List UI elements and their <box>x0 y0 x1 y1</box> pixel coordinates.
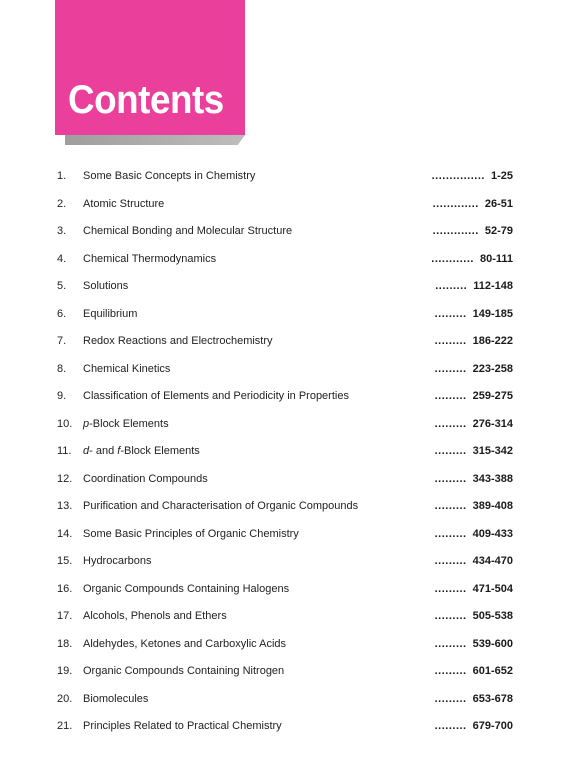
title-banner-shadow <box>65 135 245 145</box>
chapter-number: 1. <box>57 170 67 182</box>
chapter-title: Alcohols, Phenols and Ethers <box>83 610 227 622</box>
chapter-title: Redox Reactions and Electrochemistry <box>83 335 273 347</box>
page-range <box>431 253 513 265</box>
chapter-number: 12. <box>57 472 73 485</box>
page-range <box>435 665 513 677</box>
toc-entry[interactable] <box>0 439 569 467</box>
toc-entry[interactable] <box>0 219 569 247</box>
page-range <box>435 583 513 595</box>
chapter-title: Some Basic Concepts in Chemistry <box>83 170 256 182</box>
chapter-number: 5. <box>57 280 67 292</box>
page-range-value: 112-148 <box>473 280 513 292</box>
chapter-number: 14. <box>57 527 73 540</box>
chapter-number: 11. <box>57 445 72 457</box>
chapter-title-italic-2: f <box>117 445 121 457</box>
chapter-title: Classification of Elements and Periodicity in Properties <box>83 390 349 402</box>
leader-dots: ......... <box>434 692 467 705</box>
chapter-number: 17. <box>57 610 73 622</box>
page-range <box>435 610 513 622</box>
toc-entry[interactable] <box>0 412 569 440</box>
leader-dots: ......... <box>434 307 467 320</box>
chapter-number: 2. <box>57 197 67 210</box>
chapter-number: 19. <box>57 665 73 677</box>
page-range-value: 434-470 <box>472 555 513 567</box>
toc-entry[interactable] <box>0 632 569 660</box>
page-range-value: 1-25 <box>490 170 513 182</box>
toc-entry[interactable] <box>0 274 569 302</box>
leader-dots: ............. <box>432 197 479 210</box>
chapter-number: 9. <box>57 390 67 402</box>
chapter-title <box>83 445 200 457</box>
chapter-number: 16. <box>57 582 73 595</box>
chapter-title: Some Basic Principles of Organic Chemistry <box>83 527 299 540</box>
leader-dots: ......... <box>434 417 467 430</box>
toc-entry[interactable] <box>0 522 569 550</box>
page-range <box>435 308 513 320</box>
leader-dots: ......... <box>435 280 468 292</box>
leader-dots: ......... <box>434 335 467 347</box>
page-range <box>435 638 513 650</box>
chapter-title <box>83 418 169 430</box>
toc-entry[interactable] <box>0 302 569 330</box>
chapter-title-rest: -Block Elements <box>89 417 169 430</box>
toc-entry[interactable] <box>0 192 569 220</box>
toc-entry[interactable] <box>0 577 569 605</box>
page-range-value: 223-258 <box>472 362 513 375</box>
chapter-title-rest: -Block Elements <box>120 445 200 457</box>
table-of-contents <box>0 164 569 742</box>
toc-entry[interactable] <box>0 247 569 275</box>
page-range <box>435 693 513 705</box>
chapter-title: Coordination Compounds <box>83 472 208 485</box>
page-range-value: 539-600 <box>472 637 513 650</box>
leader-dots: ......... <box>434 637 467 650</box>
chapter-number: 20. <box>57 692 73 705</box>
chapter-number: 7. <box>57 335 67 347</box>
chapter-title: Solutions <box>83 280 129 292</box>
page-range-value: 409-433 <box>472 527 513 540</box>
chapter-title: Atomic Structure <box>83 197 165 210</box>
page-range-value: 505-538 <box>472 610 513 622</box>
toc-entry[interactable] <box>0 549 569 577</box>
page-range <box>435 363 513 375</box>
leader-dots: ......... <box>434 500 467 512</box>
leader-dots: ......... <box>434 362 467 375</box>
leader-dots: ......... <box>434 472 467 485</box>
leader-dots: ......... <box>434 390 467 402</box>
page-range-value: 601-652 <box>472 665 513 677</box>
page-range <box>435 445 513 457</box>
chapter-title: Chemical Bonding and Molecular Structure <box>83 225 293 237</box>
page-range-value: 149-185 <box>472 307 513 320</box>
chapter-title: Hydrocarbons <box>83 555 152 567</box>
chapter-title-italic: p <box>83 417 90 430</box>
leader-dots: ......... <box>434 582 467 595</box>
leader-dots: ......... <box>434 555 467 567</box>
chapter-title-italic: d <box>83 445 90 457</box>
chapter-number: 18. <box>57 637 73 650</box>
toc-entry[interactable] <box>0 714 569 742</box>
chapter-number: 10. <box>57 417 73 430</box>
toc-entry[interactable] <box>0 604 569 632</box>
page-range-value: 80-111 <box>479 252 513 265</box>
leader-dots: ......... <box>434 720 467 732</box>
page-range <box>435 418 513 430</box>
chapter-number: 21. <box>57 720 73 732</box>
chapter-title: Organic Compounds Containing Halogens <box>83 582 290 595</box>
chapter-title: Organic Compounds Containing Nitrogen <box>83 665 285 677</box>
page-range <box>435 335 513 347</box>
page-range <box>435 555 513 567</box>
page-range <box>435 390 513 402</box>
toc-entry[interactable] <box>0 494 569 522</box>
page-range <box>433 198 513 210</box>
page-range <box>432 170 513 182</box>
page-range-value: 389-408 <box>472 500 513 512</box>
page-range <box>433 225 513 237</box>
page-range-value: 259-275 <box>472 390 513 402</box>
chapter-title-mid: - and <box>89 445 118 457</box>
toc-entry[interactable] <box>0 687 569 715</box>
toc-entry[interactable] <box>0 467 569 495</box>
leader-dots: ......... <box>434 445 467 457</box>
chapter-number: 13. <box>57 500 73 512</box>
page-range-value: 52-79 <box>484 225 513 237</box>
toc-entry[interactable] <box>0 659 569 687</box>
chapter-number: 6. <box>57 307 67 320</box>
page-range-value: 471-504 <box>472 582 513 595</box>
chapter-title: Purification and Characterisation of Organic Compounds <box>83 500 359 512</box>
chapter-title: Biomolecules <box>83 692 149 705</box>
chapter-title: Chemical Thermodynamics <box>83 252 217 265</box>
page-range-value: 186-222 <box>472 335 513 347</box>
page-range-value: 276-314 <box>472 417 513 430</box>
chapter-number: 15. <box>57 555 73 567</box>
leader-dots: ......... <box>434 610 467 622</box>
chapter-title: Chemical Kinetics <box>83 362 171 375</box>
page-range-value: 26-51 <box>484 197 513 210</box>
page-range-value: 315-342 <box>472 445 513 457</box>
chapter-title: Principles Related to Practical Chemistry <box>83 720 282 732</box>
toc-entry[interactable] <box>0 164 569 192</box>
page-range <box>435 500 513 512</box>
chapter-number: 3. <box>57 225 67 237</box>
page-range-value: 343-388 <box>472 472 513 485</box>
page-range <box>435 528 513 540</box>
leader-dots: ......... <box>434 665 467 677</box>
page-range-value: 679-700 <box>472 720 513 732</box>
toc-entry[interactable] <box>0 329 569 357</box>
leader-dots: ......... <box>434 527 467 540</box>
page-range <box>435 720 513 732</box>
chapter-title: Aldehydes, Ketones and Carboxylic Acids <box>83 637 287 650</box>
toc-entry[interactable] <box>0 357 569 385</box>
leader-dots: ............ <box>431 252 474 265</box>
chapter-title: Equilibrium <box>83 307 138 320</box>
chapter-number: 4. <box>57 252 67 265</box>
toc-entry[interactable] <box>0 384 569 412</box>
page-range <box>435 280 513 292</box>
page-title: Contents <box>68 78 224 122</box>
leader-dots: ............. <box>432 225 479 237</box>
page-range-value: 653-678 <box>472 692 513 705</box>
chapter-number: 8. <box>57 362 67 375</box>
page-range <box>435 473 513 485</box>
leader-dots: ............... <box>431 170 485 182</box>
